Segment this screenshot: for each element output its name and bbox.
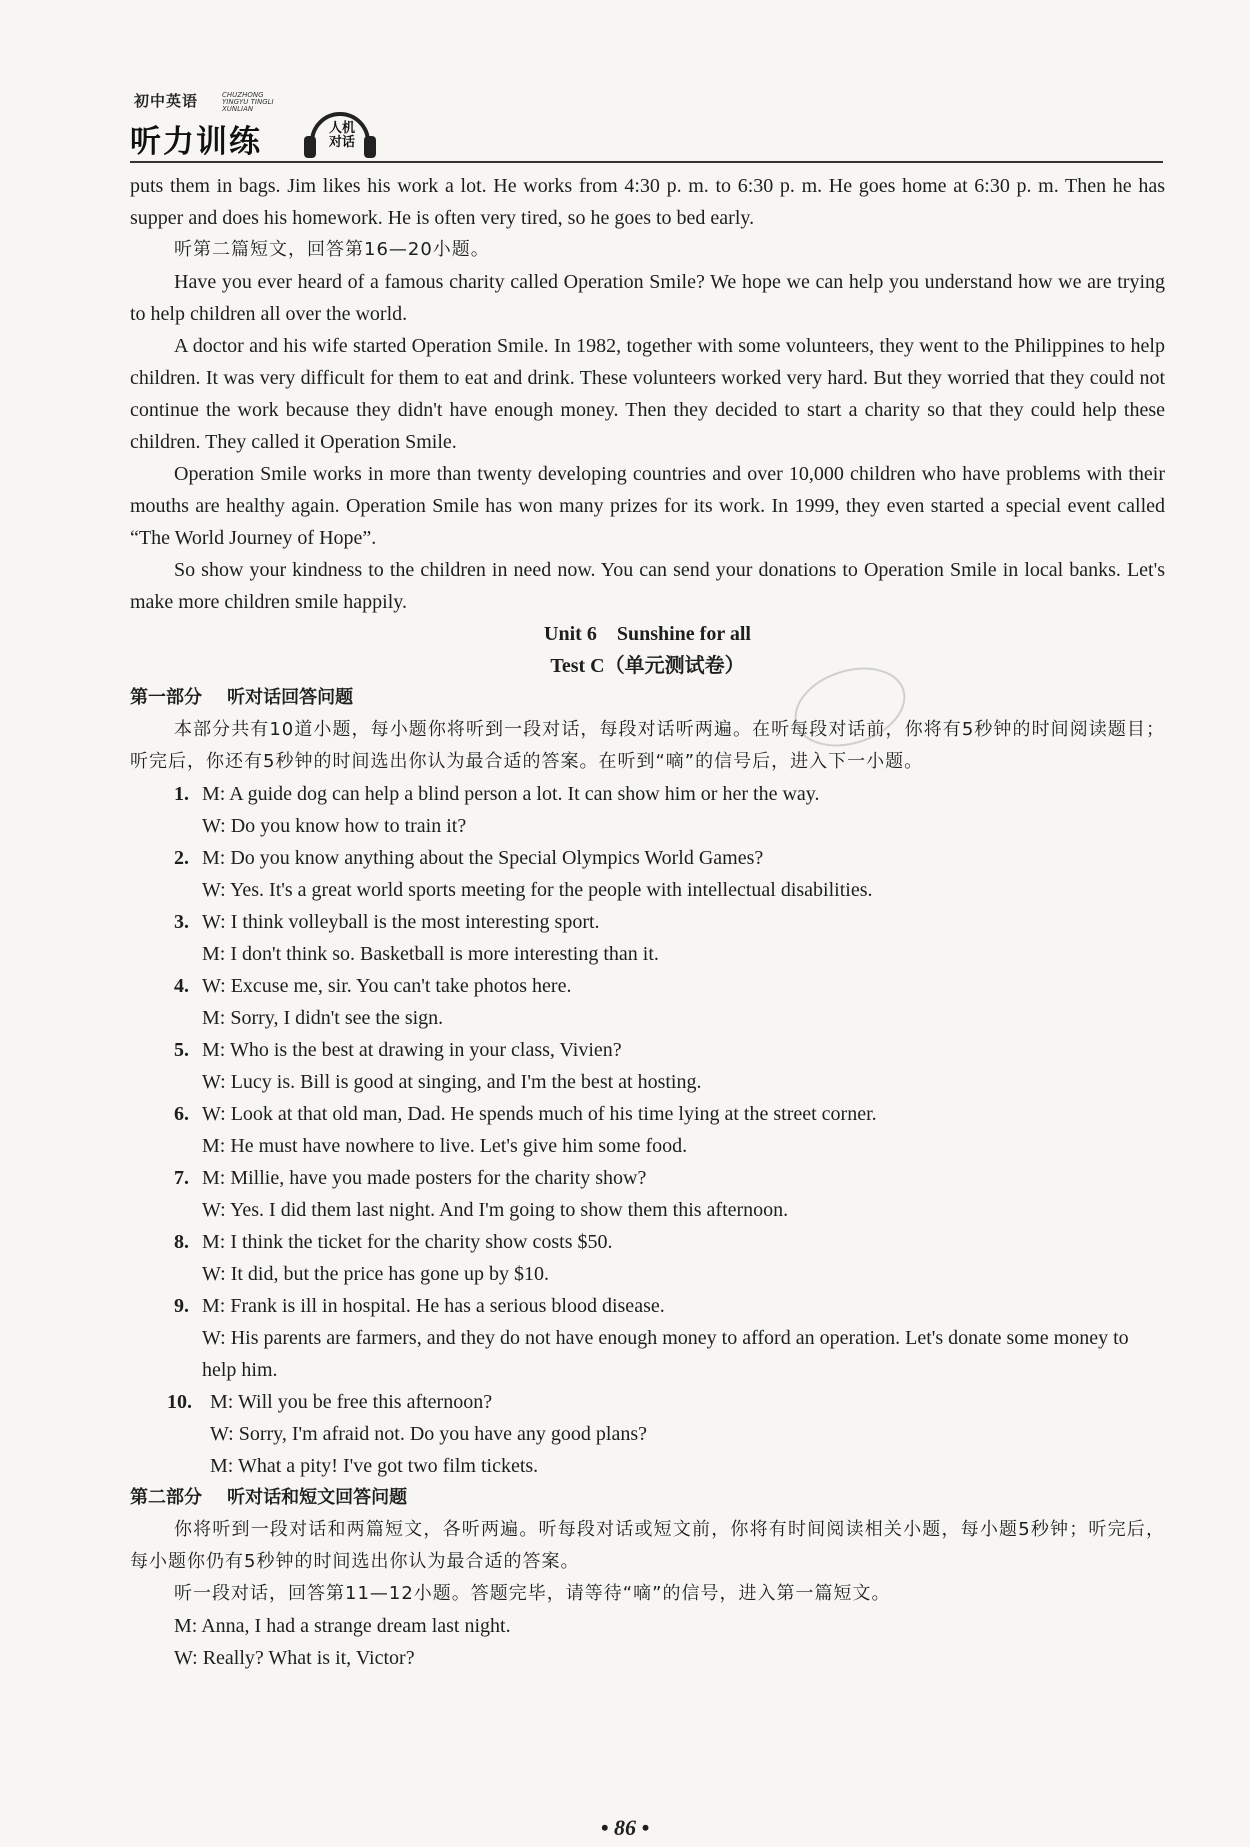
brand-badge: 人机对话 [328, 121, 355, 150]
passage2-para1: Have you ever heard of a famous charity called Operation Smile? We hope we can help you understand how we are trying to help children all over the world. [130, 271, 1165, 325]
passage2-para3: Operation Smile works in more than twenty developing countries and over 10,000 children who have problems with their mouths are healthy again. Operation Smile has won many prizes for its work. In 1999, they even started a special event called “The World Journey of Hope”. [130, 463, 1165, 549]
question-number: 7. [174, 1167, 189, 1189]
dialog-line: M: Who is the best at drawing in your class, Vivien? [202, 1039, 622, 1061]
part1-title: 第一部分 听对话回答问题 [130, 687, 354, 708]
dialog-line: W: His parents are farmers, and they do not have enough money to afford an operation. Let's donate some money to help him. [202, 1327, 1129, 1381]
unit-title: Unit 6 Sunshine for all [544, 623, 751, 645]
question-number: 4. [174, 975, 189, 997]
dialog-line: M: A guide dog can help a blind person a lot. It can show him or her the way. [202, 783, 820, 805]
question-item [130, 1386, 1165, 1482]
question-item [130, 1098, 1165, 1162]
question-number: 2. [174, 847, 189, 869]
test-title: Test C（单元测试卷） [550, 655, 745, 677]
part2-sub-instruction: 听一段对话，回答第11—12小题。答题完毕，请等待“嘀”的信号，进入第一篇短文。 [174, 1583, 891, 1604]
dialog-line: W: Look at that old man, Dad. He spends much of his time lying at the street corner. [202, 1103, 877, 1125]
dialog-line: W: Really? What is it, Victor? [174, 1647, 415, 1669]
page-number: • 86 • [600, 1815, 650, 1840]
dialog-line: M: I don't think so. Basketball is more interesting than it. [202, 943, 659, 965]
passage2-para2: A doctor and his wife started Operation Smile. In 1982, together with some volunteers, they went to the Philippines to help children. It was very difficult for them to eat and drink. These volunteers worked very hard. But they worried that they could not continue the work because they didn't have enough money. Then they decided to start a charity so that they could help these children. They called it Operation Smile. [130, 335, 1165, 453]
dialog-line: M: Millie, have you made posters for the charity show? [202, 1167, 647, 1189]
dialog-line: M: Frank is ill in hospital. He has a serious blood disease. [202, 1295, 665, 1317]
passage2-para4: So show your kindness to the children in need now. You can send your donations to Operation Smile in local banks. Let's make more children smile happily. [130, 559, 1165, 613]
header-divider [130, 161, 1163, 163]
question-number: 10. [167, 1391, 192, 1413]
dialog-line: M: He must have nowhere to live. Let's give him some food. [202, 1135, 688, 1157]
question-item [130, 1034, 1165, 1098]
part2-instruction: 你将听到一段对话和两篇短文，各听两遍。听每段对话或短文前，你将有时间阅读相关小题，每小题5秒钟；听完后，每小题你仍有5秒钟的时间选出你认为最合适的答案。 [130, 1519, 1165, 1572]
question-number: 6. [174, 1103, 189, 1125]
question-item [130, 778, 1165, 842]
part1-questions [130, 778, 1165, 1482]
question-item [130, 1162, 1165, 1226]
dialog-line: W: Do you know how to train it? [202, 815, 467, 837]
stamp-watermark [790, 665, 910, 750]
dialog-line: W: Yes. It's a great world sports meeting for the people with intellectual disabilities. [202, 879, 873, 901]
dialog-line: M: I think the ticket for the charity show costs $50. [202, 1231, 613, 1253]
brand-title: 听力训练 [130, 124, 262, 160]
question-number: 9. [174, 1295, 189, 1317]
dialog-line: M: Do you know anything about the Special Olympics World Games? [202, 847, 764, 869]
dialog-line: M: Anna, I had a strange dream last night. [174, 1615, 511, 1637]
dialog-line: M: What a pity! I've got two film tickets. [210, 1455, 539, 1477]
dialog-line: M: Sorry, I didn't see the sign. [202, 1007, 444, 1029]
question-item [130, 1290, 1165, 1386]
part2-title: 第二部分 听对话和短文回答问题 [130, 1487, 408, 1508]
question-item [130, 1226, 1165, 1290]
dialog-line: W: Lucy is. Bill is good at singing, and I'm the best at hosting. [202, 1071, 702, 1093]
dialog-line: W: It did, but the price has gone up by $10. [202, 1263, 549, 1285]
passage2-instruction: 听第二篇短文，回答第16—20小题。 [174, 239, 490, 260]
question-number: 8. [174, 1231, 189, 1253]
question-number: 1. [174, 783, 189, 805]
brand-subtitle: 初中英语 [134, 92, 199, 110]
question-item [130, 842, 1165, 906]
question-number: 5. [174, 1039, 189, 1061]
dialog-line: W: Yes. I did them last night. And I'm going to show them this afternoon. [202, 1199, 789, 1221]
dialog-line: M: Will you be free this afternoon? [210, 1391, 493, 1413]
passage-continuation: puts them in bags. Jim likes his work a lot. He works from 4:30 p. m. to 6:30 p. m. He goes home at 6:30 p. m. Then he has supper and does his homework. He is often very tired, so he goes to bed early. [130, 175, 1165, 229]
question-number: 3. [174, 911, 189, 933]
dialog-line: W: I think volleyball is the most interesting sport. [202, 911, 600, 933]
question-item [130, 906, 1165, 970]
question-item [130, 970, 1165, 1034]
part1-instruction: 本部分共有10道小题，每小题你将听到一段对话，每段对话听两遍。在听每段对话前，你将有5秒钟的时间阅读题目；听完后，你还有5秒钟的时间选出你认为最合适的答案。在听到“嘀”的信号后，进入下一小题。 [130, 719, 1165, 772]
brand-pinyin: CHUZHONG YINGYU TINGLI XUNLIAN [222, 91, 274, 113]
dialog-line: W: Excuse me, sir. You can't take photos here. [202, 975, 572, 997]
dialog-line: W: Sorry, I'm afraid not. Do you have any good plans? [210, 1423, 648, 1445]
main-content [130, 170, 1165, 1674]
book-header [130, 90, 1170, 162]
